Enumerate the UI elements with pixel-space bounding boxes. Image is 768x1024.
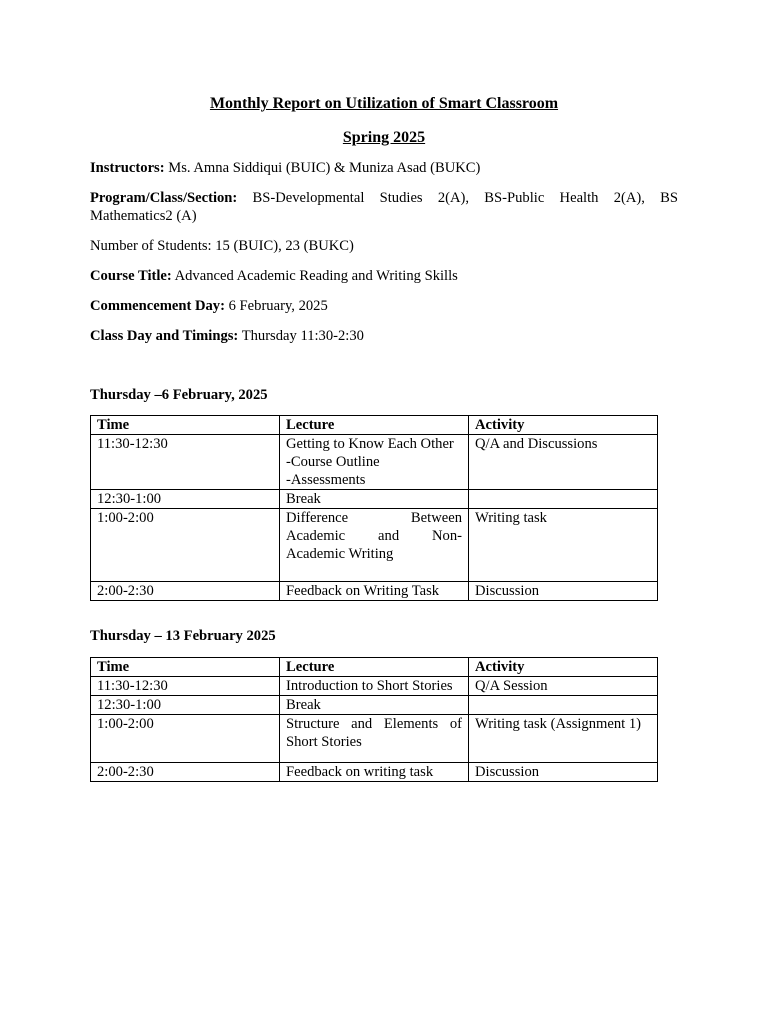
lecture-line: Break	[286, 697, 321, 713]
lecture-line: Short Stories	[286, 734, 362, 750]
header-activity: Activity	[469, 658, 658, 677]
cell-lecture	[280, 490, 469, 509]
cell-lecture	[280, 509, 469, 582]
table-header-row	[91, 416, 658, 435]
lecture-line: Difference Between	[286, 510, 462, 526]
cell-lecture	[280, 696, 469, 715]
cell-time: 2:00-2:30	[91, 763, 280, 782]
cell-activity	[469, 490, 658, 509]
lecture-line: Academic and Non-	[286, 528, 462, 544]
lecture-line: Break	[286, 491, 321, 507]
table-row	[91, 582, 658, 601]
commencement-label: Commencement Day:	[90, 298, 225, 314]
session-heading	[90, 386, 678, 404]
timings-line	[90, 327, 678, 345]
cell-activity: Writing task	[469, 509, 658, 582]
cell-lecture	[280, 677, 469, 696]
cell-time: 1:00-2:00	[91, 509, 280, 582]
timings-value: Thursday 11:30-2:30	[241, 328, 364, 344]
session-2-heading: Thursday – 13 February 2025	[90, 628, 276, 644]
program-value-1: BS-Developmental Studies 2(A), BS-Public Health 2(A), BS	[252, 190, 678, 206]
timings-label: Class Day and Timings:	[90, 328, 239, 344]
session-heading	[90, 627, 678, 645]
course-value: Advanced Academic Reading and Writing Skills	[174, 268, 458, 284]
cell-activity: Q/A Session	[469, 677, 658, 696]
session-1-heading: Thursday –6 February, 2025	[90, 387, 268, 403]
instructors-value: Ms. Amna Siddiqui (BUIC) & Muniza Asad (BUKC)	[168, 160, 481, 176]
table-row	[91, 435, 658, 490]
course-label: Course Title:	[90, 268, 172, 284]
cell-time: 1:00-2:00	[91, 715, 280, 763]
cell-activity: Discussion	[469, 763, 658, 782]
program-line-1	[90, 189, 678, 207]
table-header-row	[91, 658, 658, 677]
commencement-value: 6 February, 2025	[228, 298, 328, 314]
schedule-table	[90, 415, 658, 601]
lecture-line: -Course Outline	[286, 454, 380, 470]
instructors-line	[90, 159, 678, 177]
cell-lecture	[280, 435, 469, 490]
report-term: Spring 2025	[342, 129, 426, 146]
lecture-line: Structure and Elements of	[286, 716, 462, 732]
cell-time: 11:30-12:30	[91, 677, 280, 696]
report-title: Monthly Report on Utilization of Smart Classroom	[209, 95, 559, 112]
cell-time: 11:30-12:30	[91, 435, 280, 490]
course-line	[90, 267, 678, 285]
table-row	[91, 490, 658, 509]
lecture-line: -Assessments	[286, 472, 366, 488]
header-time: Time	[91, 416, 280, 435]
cell-activity: Q/A and Discussions	[469, 435, 658, 490]
table-row	[91, 715, 658, 763]
lecture-line: Feedback on writing task	[286, 764, 434, 780]
cell-time: 12:30-1:00	[91, 696, 280, 715]
table-row	[91, 696, 658, 715]
cell-activity: Discussion	[469, 582, 658, 601]
cell-lecture	[280, 763, 469, 782]
cell-activity: Writing task (Assignment 1)	[469, 715, 658, 763]
program-label: Program/Class/Section:	[90, 190, 238, 206]
table-row	[91, 763, 658, 782]
commencement-line	[90, 297, 678, 315]
table-row	[91, 677, 658, 696]
lecture-line: Feedback on Writing Task	[286, 583, 440, 599]
table-row	[91, 509, 658, 582]
schedule-table	[90, 657, 658, 782]
instructors-label: Instructors:	[90, 160, 165, 176]
program-value-2: Mathematics2 (A)	[90, 208, 197, 224]
cell-lecture	[280, 582, 469, 601]
program-line-2	[90, 207, 678, 225]
cell-time: 2:00-2:30	[91, 582, 280, 601]
header-activity: Activity	[469, 416, 658, 435]
cell-activity	[469, 696, 658, 715]
header-lecture: Lecture	[280, 416, 469, 435]
cell-time: 12:30-1:00	[91, 490, 280, 509]
lecture-line: Introduction to Short Stories	[286, 678, 453, 694]
header-time: Time	[91, 658, 280, 677]
header-lecture: Lecture	[280, 658, 469, 677]
students-line: Number of Students: 15 (BUIC), 23 (BUKC)	[90, 238, 354, 254]
cell-lecture	[280, 715, 469, 763]
lecture-line: Academic Writing	[286, 546, 394, 562]
lecture-line: Getting to Know Each Other	[286, 436, 454, 452]
